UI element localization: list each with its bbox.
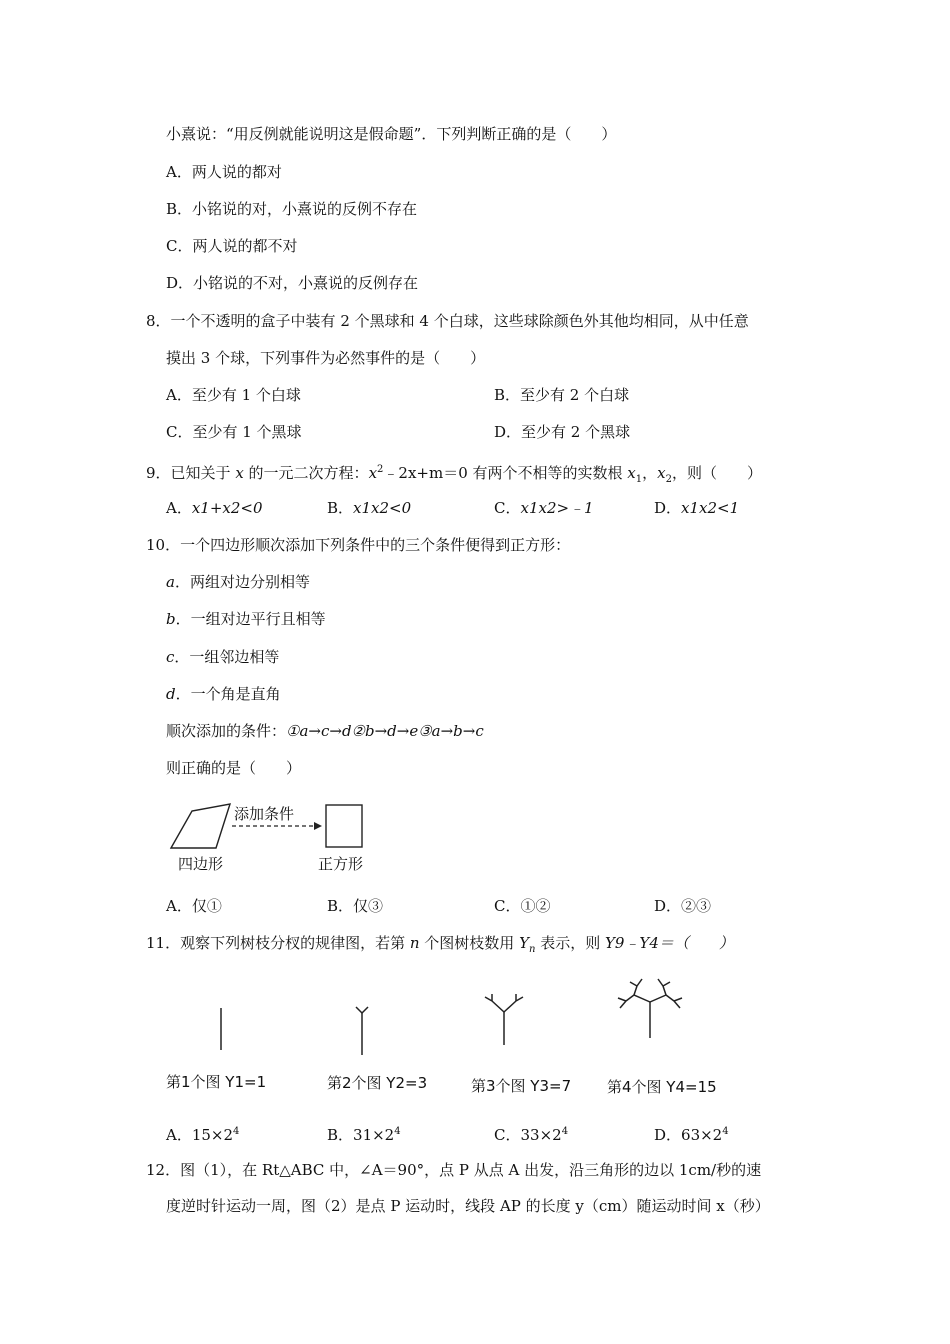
q10-condition-a-letter: a <box>166 573 175 591</box>
quadrilateral-shape <box>171 804 230 848</box>
tree4-leaf <box>630 982 637 986</box>
q11-option-b[interactable] <box>327 1122 401 1145</box>
q9-prefix: 9．已知关于 <box>146 464 236 482</box>
q9-comma: ， <box>642 464 658 482</box>
q9-eq-sup: 2 <box>377 464 384 475</box>
tree4-leaf <box>620 1001 626 1008</box>
q10-stem: 10．一个四边形顺次添加下列条件中的三个条件便得到正方形： <box>146 536 571 554</box>
q11-option-b-label: B． <box>327 1126 354 1144</box>
q12-stem-line1: 12．图（1），在 Rt△ABC 中，∠A＝90°，点 P 从点 A 出发，沿三角形的边以 1cm/秒的速 <box>146 1161 762 1179</box>
q7-option-d[interactable]: D．小铭说的不对，小熹说的反例存在 <box>166 274 419 292</box>
tree4-twig <box>634 986 637 995</box>
tree2-branch-left <box>356 1007 362 1013</box>
q11-stem-mid2: 表示，则 <box>535 934 605 952</box>
q9-root1-sub: 1 <box>635 474 643 485</box>
q10-condition-c <box>166 647 279 667</box>
q11-stem-mid: 个图树枝数用 <box>419 934 520 952</box>
q8-option-a[interactable]: A．至少有 1 个白球 <box>166 386 301 404</box>
q11-option-b-exp: 4 <box>394 1126 401 1137</box>
q8-stem-line1: 8．一个不透明的盒子中装有 2 个黑球和 4 个白球，这些球除颜色外其他均相同，从中任意 <box>146 312 749 330</box>
q9-stem <box>146 460 762 490</box>
q10-condition-a <box>166 572 310 592</box>
q9-root2-sub: 2 <box>665 474 672 485</box>
tree3-twig <box>485 997 492 1001</box>
q9-option-a[interactable] <box>166 498 263 518</box>
q12-stem-line2: 度逆时针运动一周，图（2）是点 P 运动时，线段 AP 的长度 y（cm）随运动时间 x（秒） <box>166 1197 770 1215</box>
q9-option-b[interactable] <box>327 498 411 518</box>
q11-option-c-base: 33×2 <box>520 1126 562 1144</box>
tree4-branch-right <box>650 995 666 1002</box>
q10-option-d[interactable]: D．②③ <box>654 897 712 915</box>
tree4-leaf <box>618 998 626 1001</box>
q11-option-a[interactable] <box>166 1122 239 1145</box>
q11-option-c-label: C． <box>494 1126 521 1144</box>
q9-option-d[interactable] <box>654 498 739 518</box>
tree2-branch-right <box>362 1007 368 1013</box>
q11-figure-label-2: 第2个图 Y2=3 <box>327 1074 428 1092</box>
q10-condition-b <box>166 609 326 629</box>
q10-condition-d-letter: d <box>166 685 176 703</box>
tree3-branch-left <box>492 1001 504 1012</box>
q9-eq-x: x <box>368 464 378 482</box>
q11-figure-label-1: 第1个图 Y1=1 <box>166 1073 267 1091</box>
q9-option-c-expr: x1x2>﹣1 <box>520 499 594 517</box>
q10-condition-b-text: ．一组对边平行且相等 <box>175 610 326 628</box>
tree3-branch-right <box>504 1001 516 1012</box>
q9-suffix: ，则（ ） <box>672 464 763 482</box>
q11-figure-label-4: 第4个图 Y4=15 <box>607 1078 717 1096</box>
q10-figure-right-label: 正方形 <box>318 855 364 873</box>
q11-var-n: n <box>409 934 420 952</box>
q7-tail: 小熹说：“用反例就能说明这是假命题”．下列判断正确的是（ ） <box>166 125 617 143</box>
q11-stem-pre: 11．观察下列树枝分杈的规律图，若第 <box>146 934 410 952</box>
q11-option-d-label: D． <box>654 1126 682 1144</box>
tree4-twig <box>666 995 674 1001</box>
q7-option-c[interactable]: C．两人说的都不对 <box>166 237 298 255</box>
q10-ask: 则正确的是（ ） <box>166 759 302 777</box>
q9-var-x: x <box>235 464 244 482</box>
q11-expr: Y9﹣Y4＝（ ） <box>604 934 734 952</box>
q10-figure-left-label: 四边形 <box>178 855 224 873</box>
tree4-twig <box>663 986 666 995</box>
tree4-branch-left <box>634 995 650 1002</box>
q10-option-b[interactable]: B．仅③ <box>327 897 384 915</box>
q11-option-d-exp: 4 <box>722 1126 729 1137</box>
q10-sequence-value: ①a→c→d②b→d→e③a→b→c <box>286 722 484 740</box>
q11-option-b-base: 31×2 <box>353 1126 395 1144</box>
q11-option-c-exp: 4 <box>561 1126 569 1137</box>
arrow-head-icon <box>314 822 322 830</box>
q10-figure-arrow-label: 添加条件 <box>234 805 295 823</box>
q9-option-a-label: A． <box>166 499 192 517</box>
q11-option-a-base: 15×2 <box>191 1126 234 1144</box>
q11-var-y-sub: n <box>528 944 536 955</box>
tree4-leaf <box>674 1001 680 1008</box>
q8-option-b[interactable]: B．至少有 2 个白球 <box>494 386 630 404</box>
q11-option-d-base: 63×2 <box>681 1126 723 1144</box>
q9-root1: x <box>627 464 636 482</box>
tree4-leaf <box>663 982 670 986</box>
tree3-twig <box>516 997 523 1001</box>
q10-condition-c-text: ．一组邻边相等 <box>174 648 280 666</box>
q11-option-a-label: A． <box>166 1126 192 1144</box>
q11-var-y: Y <box>519 934 529 952</box>
q11-option-a-exp: 4 <box>233 1126 240 1137</box>
q10-condition-a-text: ．两组对边分别相等 <box>174 573 310 591</box>
q9-eq-rest: ﹣2x+m＝0 有两个不相等的实数根 <box>383 464 628 482</box>
q11-stem <box>146 933 734 960</box>
q10-condition-d <box>166 684 281 704</box>
q9-root2: x <box>657 464 666 482</box>
q11-figure-label-3: 第3个图 Y3=7 <box>471 1077 572 1095</box>
tree4-twig <box>626 995 634 1001</box>
q10-condition-b-letter: b <box>166 610 176 628</box>
q11-option-c[interactable] <box>494 1122 568 1145</box>
q8-option-d[interactable]: D．至少有 2 个黑球 <box>494 423 631 441</box>
q9-mid: 的一元二次方程： <box>243 464 369 482</box>
q9-option-b-label: B． <box>327 499 354 517</box>
q9-option-c[interactable] <box>494 498 594 518</box>
tree4-leaf <box>658 979 663 986</box>
tree4-leaf <box>637 979 642 986</box>
q11-option-d[interactable] <box>654 1122 729 1145</box>
q8-option-c[interactable]: C．至少有 1 个黑球 <box>166 423 302 441</box>
q9-option-d-label: D． <box>654 499 682 517</box>
q10-sequence-label: 顺次添加的条件： <box>166 722 287 740</box>
q10-sequence <box>166 721 484 741</box>
q10-option-c[interactable]: C．①② <box>494 897 551 915</box>
q10-condition-d-text: ．一个角是直角 <box>175 685 281 703</box>
q10-condition-c-letter: c <box>166 648 175 666</box>
q9-option-a-expr: x1+x2<0 <box>191 499 263 517</box>
q9-option-d-expr: x1x2<1 <box>681 499 740 517</box>
q7-option-b[interactable]: B．小铭说的对，小熹说的反例不存在 <box>166 200 418 218</box>
q7-option-a[interactable]: A．两人说的都对 <box>166 163 282 181</box>
q9-option-c-label: C． <box>494 499 521 517</box>
q8-stem-line2: 摸出 3 个球，下列事件为必然事件的是（ ） <box>166 349 486 367</box>
tree4-leaf <box>674 998 682 1001</box>
square-shape <box>326 805 362 847</box>
q10-option-a[interactable]: A．仅① <box>166 897 222 915</box>
q11-tree-figures <box>160 975 780 1065</box>
q9-option-b-expr: x1x2<0 <box>353 499 412 517</box>
